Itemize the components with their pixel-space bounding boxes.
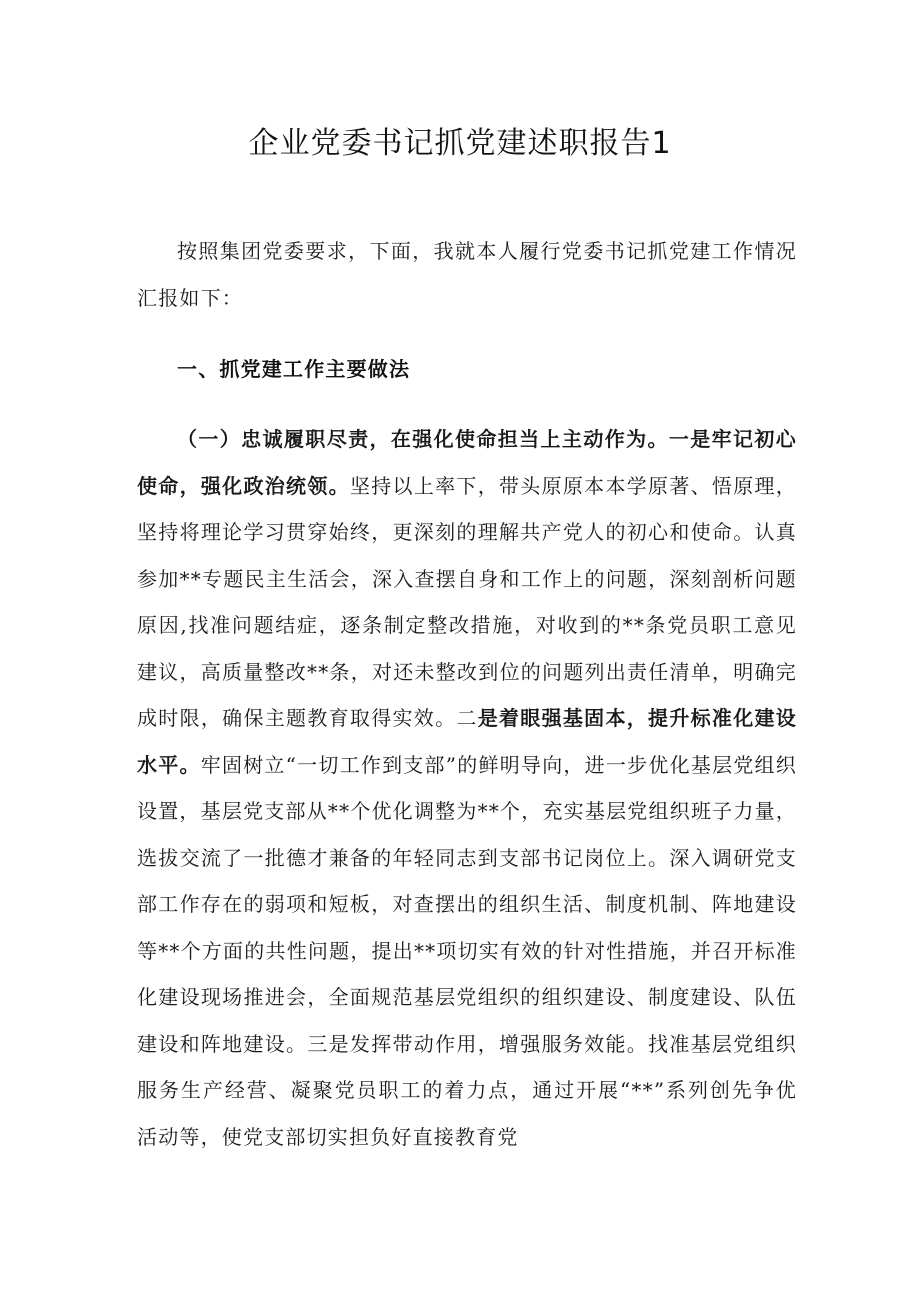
bold-lead-text: （一）忠诚履职尽责，在强化使命担当上主动作为。一是牢记初心使命，强化政治统领。 [137,427,797,498]
section-heading: 一、抓党建工作主要做法 [177,357,411,381]
body-paragraph [137,416,797,1160]
intro-paragraph: 按照集团党委要求，下面，我就本人履行党委书记抓党建工作情况汇报如下： [137,239,797,310]
document-title: 企业党委书记抓党建述职报告1 [248,126,672,161]
paragraph-text-continued: 牢固树立“一切工作到支部”的鲜明导向，进一步优化基层党组织设置，基层党支部从**个优化调整为**个，充实基层党组织班子力量，选拔交流了一批德才兼备的年轻同志到支部书记岗位上。深入调研党支部工作存在的弱项和短板，对查摆出的组织生活、制度机制、阵地建设等**个方面的共性问题，提出**项切实有效的针对性措施，并召开标准化建设现场推进会，全面规范基层党组织的组织建设、制度建设、队伍建设和阵地建设。三是发挥带动作用，增强服务效能。找准基层党组织服务生产经营、凝聚党员职工的着力点，通过开展“**”系列创先争优活动等，使党支部切实担负好直接教育党 [137,752,797,1149]
paragraph-text: 坚持以上率下，带头原原本本学原著、悟原理，坚持将理论学习贯穿始终，更深刻的理解共产党人的初心和使命。认真参加**专题民主生活会，深入查摆自身和工作上的问题，深刻剖析问题原因,找准问题结症，逐条制定整改措施，对收到的**条党员职工意见建议，高质量整改**条，对还未整改到位的问题列出责任清单，明确完成时限，确保主题教育取得实效。二 [137,473,798,730]
bold-subheading-text: 是着眼强基固本，提升标准化建设水平。 [137,706,798,777]
